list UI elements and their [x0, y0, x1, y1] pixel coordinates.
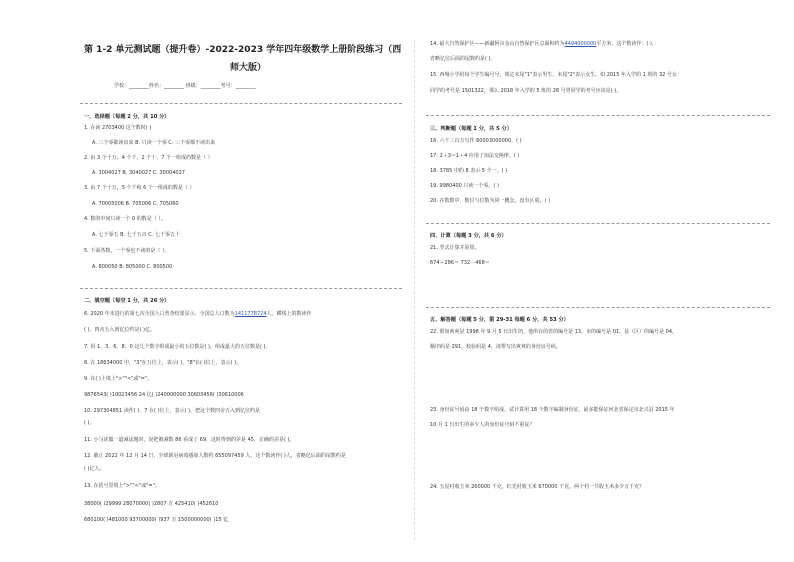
q14-text: 14. 最大自然保护区——新疆阿尔金山自然保护区总面积约为 [430, 41, 565, 47]
student-info-fields: 学校：________姓名：________ 班级：________考号：________ [114, 83, 256, 89]
q6-text: 6. 2020 年末进行的第七次全国人口普查结果显示，全国总人口数为 [84, 311, 235, 317]
answer-options: A. 七千零五 B. 七千五百 C. 七千零五十 [92, 232, 180, 238]
section-divider [426, 307, 770, 308]
question-line [430, 41, 657, 48]
question-line: 19. 9980400 只读一个零。( ) [430, 183, 499, 189]
question-line: 18. 3785 中的 8 表示 5 个一。( ) [430, 168, 508, 174]
q6-text-tail: 人，横线上的数读作 [266, 311, 312, 317]
question-line: 同学的考号是 1501322，那么 2018 年入学的 5 班的 28 号男同学的考号应该是( )。 [430, 88, 622, 94]
section-divider [426, 115, 770, 116]
question-line: ( )亿人。 [84, 466, 105, 472]
question-line: ( )，四舍五入到亿位约是( )亿。 [84, 327, 155, 333]
question-line: 21. 竖式计算并验算。 [430, 245, 480, 251]
section-heading-fill: 二、填空题（每空 1 分，共 26 分） [84, 298, 170, 304]
question-line: 5. 下面各数，一个零也不读的是（ ）。 [84, 248, 170, 254]
question-line: 22. 假如爽爽是 1998 年 9 月 5 日出生的，他所在的省的编号是 13，市的编号是 01，县（区）的编号是 04， [430, 329, 678, 335]
area-number: 4494000000 [564, 41, 597, 47]
answer-options: A. 70005006 B. 705006 C. 705060 [92, 201, 179, 207]
section-heading-solve: 五、解答题（每题 5 分，第 29-31 每题 6 分，共 53 分） [430, 317, 569, 323]
title-line-1: 第 1-2 单元测试题（提升卷）-2022-2023 学年四年级数学上册阶段练习（西 [84, 45, 402, 55]
q14-text-tail: 平方米，这个数读作：( )， [596, 41, 657, 47]
question-line: 3. 由 7 个十万，5 个千和 6 个一组成的数是（ ） [84, 185, 195, 191]
question-line: 20. 在数数中，数位与位数为同一概念，没有区别。( ) [430, 198, 551, 204]
question-line: 11. 小马虎做一道减法题时，误把被减数 86 看成了 69，这时得到的差是 45，正确的差是( )。 [84, 437, 295, 443]
question-line: 8. 在 18634000 中，"3"在万位上，表示( )，"8"在( )位上，表示( )。 [84, 360, 242, 366]
question-line: 680100( )481000 93700000( )937 万 1500000000( )15 亿 [84, 517, 229, 523]
answer-options: A. 800050 B. 805000 C. 800500 [92, 264, 173, 270]
question-line: 13. 在括号里填上">""<"或"="。 [84, 483, 160, 489]
section-heading-choice: 一、选择题（每题 2 分，共 10 分） [84, 114, 170, 120]
question-line: 17. 2＋3＝1＋4 应用了加法交换律。( ) [430, 153, 520, 159]
exam-title-line-2: 师大版） [230, 63, 267, 73]
section-heading-calc: 四、计算（每题 3 分，共 6 分） [430, 233, 507, 239]
answer-options: A. 3004027 B. 3040027 C. 30004027 [92, 170, 185, 176]
section-divider [80, 103, 402, 104]
question-line: 9. 在( )上填上">""<"或"="。 [84, 376, 153, 382]
question-line: 2. 由 3 个千万、4 个千、2 个十、7 个一组成的数是（ ） [84, 155, 213, 161]
calc-expressions: 674＋286＝ 732－468＝ [430, 260, 490, 266]
question-line: 12. 截止 2022 年 12 月 14 日，全球新冠病毒感染人数约 655097459 人，这个数读作( )人，省略亿后面的尾数约是 [84, 453, 346, 459]
question-line: 24. 五星村收玉米 260000 千克，红光村收玉米 670000 千克，两个村一共收玉米多少万千克？ [430, 484, 645, 490]
question-line: 15. 西城小学给每个学生编号号，规定末尾"1"表示男生，末尾"2"表示女生。如 2015 年入学的 1 班的 32 号女 [430, 72, 677, 78]
question-line: 4. 数的中间只读一个 0 的数是（ ）。 [84, 216, 166, 222]
question-line: 23. 身份证号码由 18 个数字组成，试计算用 18 个数字编制身份证，最多能保证河北省保定市北兴县 2015 年 [430, 407, 675, 413]
question-line: 16. 六千三百万写作 60003000000。( ) [430, 138, 522, 144]
question-line: 10. 297304851 读作( )，7 在( )位上，表示( )。把这个数四舍五入到亿位约是 [84, 408, 261, 414]
question-line: 省略亿位后面的尾数约是( )。 [430, 56, 496, 62]
question-line [84, 311, 312, 318]
column-divider [414, 40, 415, 540]
question-line: 7. 用 1、3、6、8、0 这几个数字组成最小的五位数是( )，组成最大的五位数是( )。 [84, 344, 271, 350]
answer-options: A. 三个零都读出来 B. 只读一个零 C. 三个零都不读出来 [92, 140, 215, 146]
question-line: 1. 在读 2703400 这个数时( ) [84, 125, 152, 131]
population-number: 1411778724 [234, 311, 267, 317]
question-line: 38000( )29999 28070000( )2807 万 425410( )452610 [84, 501, 219, 507]
section-heading-judge: 三、判断题（每题 1 分，共 5 分） [430, 126, 512, 132]
exam-title [84, 44, 404, 56]
question-line: 9876543( )10023456 24 亿( )240000000 30603456( )30610006 [84, 392, 244, 398]
section-divider [80, 288, 402, 289]
question-line: ( )。 [84, 420, 95, 426]
section-divider [426, 223, 770, 224]
question-line: 顺序码是 291，校验码是 4，请帮写出爽爽的身份证号码。 [430, 344, 561, 350]
question-line: 10 月 1 日出生的多少人的身份证号码不重复？ [430, 422, 535, 428]
